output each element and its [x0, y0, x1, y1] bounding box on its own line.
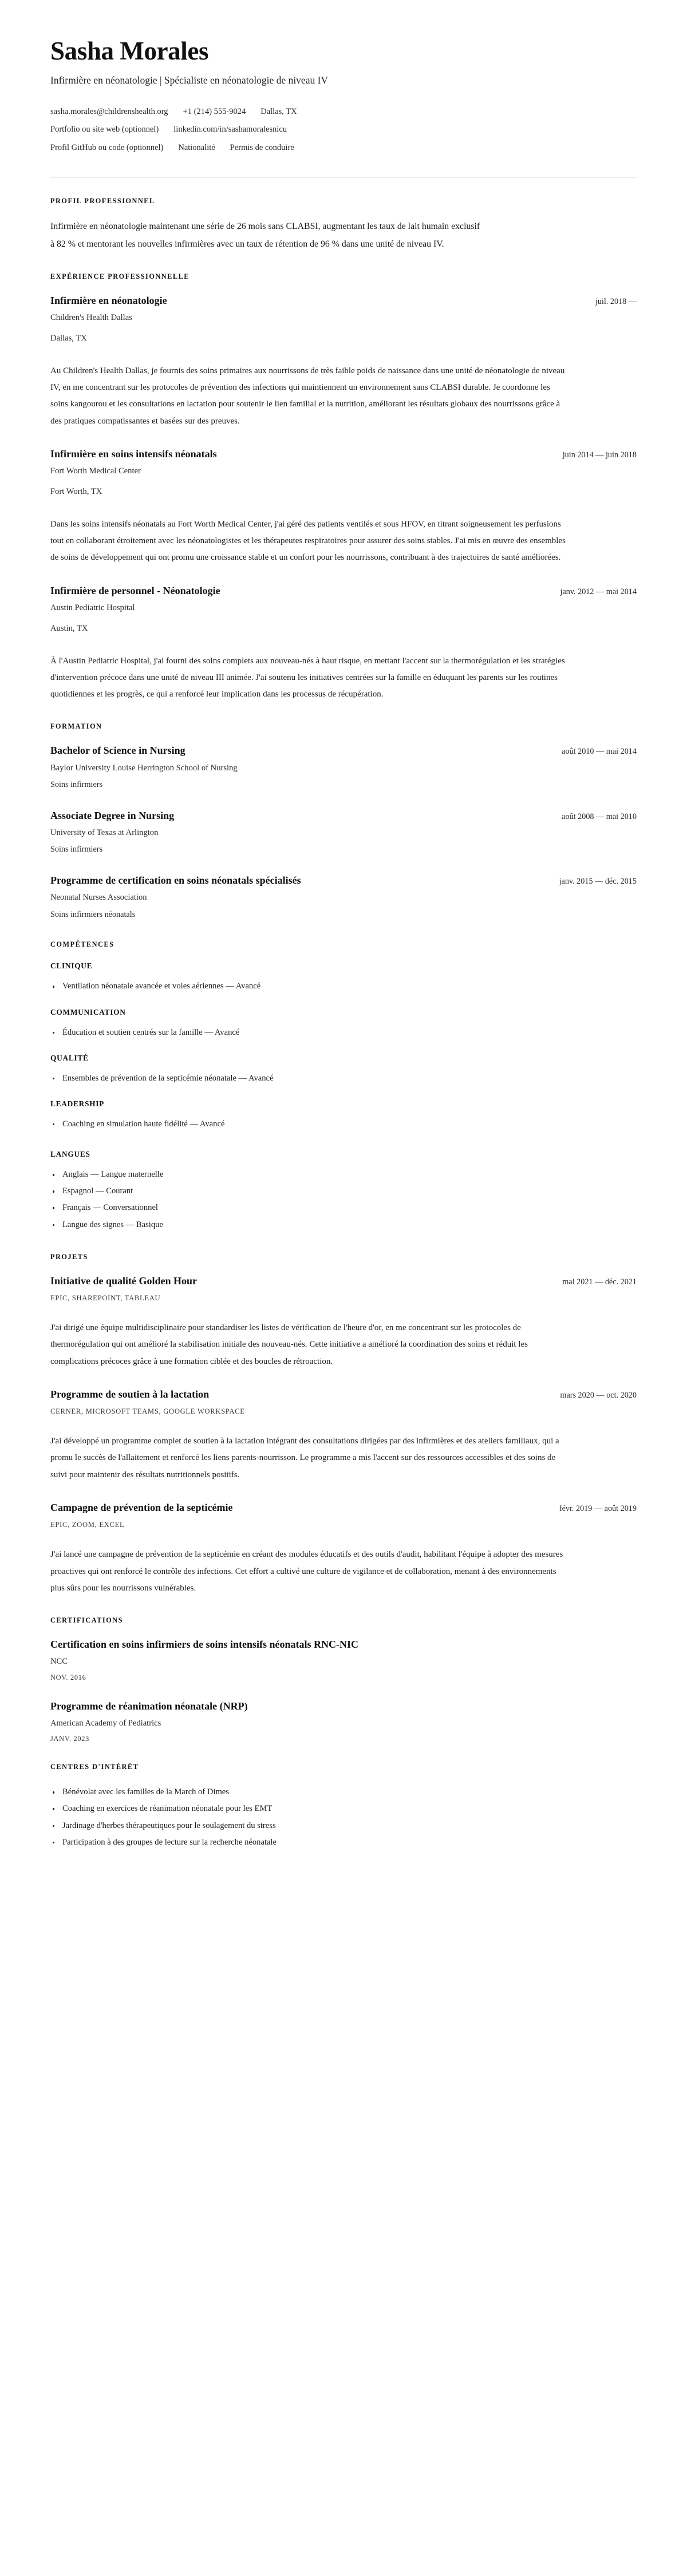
- languages-block: [50, 1150, 637, 1233]
- experience-description: Au Children's Health Dallas, je fournis des soins primaires aux nourrissons de très faible poids de naissance dans une unité de néonatologie de niveau IV, en me concentrant sur les protocoles de prévention des infections qui maintiennent un environnement sans CLABSI durable. Je coordonne les soins kangourou et les consultations en lactation pour soutenir le lien familial et la nutrition, améliorant les résultats globaux des nourrissons grâce à des pratiques compatissantes et basées sur des preuves.: [50, 366, 565, 426]
- education-entry-head: [50, 809, 637, 822]
- section-skills: [50, 940, 637, 1233]
- education-entry-head: [50, 743, 637, 757]
- education-degree: Bachelor of Science in Nursing: [50, 745, 185, 757]
- education-school: Neonatal Nurses Association: [50, 893, 147, 903]
- section-title-languages: LANGUES: [50, 1150, 90, 1159]
- certification-name: Certification en soins infirmiers de soins intensifs néonatals RNC-NIC: [50, 1639, 358, 1650]
- skill-group-leadership: [50, 1099, 637, 1133]
- section-profile: [50, 197, 637, 253]
- skill-list: [50, 978, 637, 995]
- skill-group-title: CLINIQUE: [50, 961, 93, 971]
- interest-item: Participation à des groupes de lecture sur la recherche néonatale: [50, 1834, 637, 1851]
- project-entry-head: [50, 1274, 637, 1288]
- experience-organisation: Austin Pediatric Hospital: [50, 603, 135, 612]
- experience-dates: juin 2014 — juin 2018: [562, 450, 637, 460]
- skill-group-title: LEADERSHIP: [50, 1099, 105, 1108]
- contact-row-1: [50, 103, 637, 121]
- skill-list: [50, 1070, 637, 1087]
- project-description: J'ai lancé une campagne de prévention de la septicémie en créant des modules éducatifs et des outils d'audit, habilitant l'équipe à adopter des mesures proactives qui ont renforcé le contrôle des infections. Cet effort a cultivé une culture de vigilance et de collaboration, menant à des environnements plus sûrs pour les nourrissons vulnérables.: [50, 1550, 563, 1593]
- contact-portfolio[interactable]: Portfolio ou site web (optionnel): [50, 125, 159, 134]
- contact-phone: +1 (214) 555-9024: [183, 106, 246, 116]
- experience-description: Dans les soins intensifs néonatals au Fort Worth Medical Center, j'ai géré des patients ventilés et sous HFOV, en titrant soigneusement les perfusions tout en collaborant étroitement avec les néonatologistes et les thérapeutes respiratoires pour assurer des soins stables. J'ai mis en œuvre des ensembles de soins de développement qui ont promu une croissance stable et un confort pour les nourrissons, contribuant à des trajectoires de santé améliorées.: [50, 519, 566, 563]
- candidate-headline: Infirmière en néonatologie | Spécialiste en néonatologie de niveau IV: [50, 74, 329, 86]
- experience-location: Austin, TX: [50, 624, 88, 634]
- project-dates: févr. 2019 — août 2019: [559, 1503, 637, 1513]
- contact-github[interactable]: Profil GitHub ou code (optionnel): [50, 143, 164, 153]
- certification-issuer: American Academy of Pediatrics: [50, 1718, 161, 1728]
- project-stack: CERNER, MICROSOFT TEAMS, GOOGLE WORKSPACE: [50, 1407, 245, 1416]
- section-experience: [50, 272, 637, 703]
- experience-role: Infirmière en soins intensifs néonatals: [50, 448, 217, 460]
- language-item: Anglais — Langue maternelle: [50, 1166, 637, 1183]
- interest-list: [50, 1784, 637, 1851]
- project-entry: [50, 1501, 637, 1597]
- certification-name: Programme de réanimation néonatale (NRP): [50, 1700, 248, 1712]
- skill-list: [50, 1116, 637, 1133]
- skill-group-title: QUALITÉ: [50, 1053, 89, 1062]
- contact-nationality: Nationalité: [178, 143, 215, 153]
- contact-row-2: [50, 121, 637, 139]
- project-entry: [50, 1387, 637, 1483]
- education-dates: août 2008 — mai 2010: [562, 812, 637, 821]
- skill-item: Éducation et soutien centrés sur la famille — Avancé: [50, 1024, 637, 1041]
- section-title-interests: CENTRES D'INTÉRÊT: [50, 1763, 139, 1771]
- contact-location: Dallas, TX: [260, 106, 297, 116]
- experience-location: Fort Worth, TX: [50, 487, 102, 497]
- education-dates: janv. 2015 — déc. 2015: [559, 877, 637, 886]
- experience-dates: juil. 2018 —: [595, 296, 637, 306]
- experience-description: À l'Austin Pediatric Hospital, j'ai fourni des soins complets aux nouveau-nés à haut risque, en mettant l'accent sur la thermorégulation et les stratégies d'intervention précoce dans une unité de niveau III animée. J'ai soutenu les initiatives centrées sur la famille en éduquant les parents sur les routines quotidiennes et les progrès, ce qui a renforcé leur implication dans les processus de récupération.: [50, 656, 565, 699]
- project-entry-head: [50, 1387, 637, 1401]
- language-item: Français — Conversationnel: [50, 1200, 637, 1216]
- project-description: J'ai dirigé une équipe multidisciplinaire pour standardiser les listes de vérification de l'heure d'or, en me concentrant sur les protocoles de thermorégulation qui ont amélioré la stabilisation initiale des nouveau-nés. Cette initiative a amélioré la coordination des soins et réduit les complications précoces grâce à une formation ciblée et des boucles de rétroaction.: [50, 1323, 528, 1366]
- contact-block: [50, 103, 637, 158]
- skill-group-communication: [50, 1008, 637, 1041]
- education-entry: [50, 873, 637, 921]
- experience-role: Infirmière en néonatologie: [50, 294, 167, 306]
- section-title-skills: COMPÉTENCES: [50, 940, 114, 949]
- resume-header: [50, 38, 637, 177]
- project-dates: mars 2020 — oct. 2020: [560, 1390, 637, 1400]
- experience-location: Dallas, TX: [50, 334, 87, 343]
- project-stack: EPIC, SHAREPOINT, TABLEAU: [50, 1294, 161, 1303]
- interest-item: Bénévolat avec les familles de la March of Dimes: [50, 1784, 637, 1801]
- section-title-experience: EXPÉRIENCE PROFESSIONNELLE: [50, 272, 189, 280]
- skill-group-title: COMMUNICATION: [50, 1007, 126, 1016]
- interest-item: Jardinage d'herbes thérapeutiques pour le soulagement du stress: [50, 1818, 637, 1834]
- experience-organisation: Fort Worth Medical Center: [50, 466, 141, 476]
- education-degree: Programme de certification en soins néonatals spécialisés: [50, 875, 301, 886]
- language-item: Espagnol — Courant: [50, 1183, 637, 1200]
- contact-row-3: [50, 139, 637, 157]
- project-entry-head: [50, 1501, 637, 1514]
- education-school: University of Texas at Arlington: [50, 828, 159, 837]
- experience-dates: janv. 2012 — mai 2014: [560, 587, 637, 596]
- education-entry: [50, 809, 637, 856]
- contact-linkedin[interactable]: linkedin.com/in/sashamoralesnicu: [173, 125, 287, 134]
- profile-summary-text: Infirmière en néonatologie maintenant une série de 26 mois sans CLABSI, augmentant les taux de lait humain exclusif à 82 % et mentorant les nouvelles infirmières avec un taux de rétention de 96 % dans une unité de niveau IV.: [50, 221, 480, 249]
- section-interests: [50, 1763, 637, 1851]
- education-entry-head: [50, 873, 637, 887]
- project-entry: [50, 1274, 637, 1370]
- language-list: [50, 1166, 637, 1233]
- certification-date: NOV. 2016: [50, 1673, 86, 1681]
- experience-entry: [50, 294, 637, 430]
- project-stack: EPIC, ZOOM, EXCEL: [50, 1521, 125, 1529]
- section-certifications: [50, 1616, 637, 1743]
- experience-organisation: Children's Health Dallas: [50, 313, 132, 323]
- project-dates: mai 2021 — déc. 2021: [562, 1277, 637, 1287]
- experience-entry-head: [50, 294, 637, 307]
- skill-list: [50, 1024, 637, 1041]
- skill-item: Ensembles de prévention de la septicémie néonatale — Avancé: [50, 1070, 637, 1087]
- candidate-name: Sasha Morales: [50, 37, 209, 65]
- education-degree: Associate Degree in Nursing: [50, 809, 175, 821]
- project-name: Programme de soutien à la lactation: [50, 1388, 210, 1400]
- contact-email[interactable]: sasha.morales@childrenshealth.org: [50, 106, 168, 116]
- experience-entry-head: [50, 584, 637, 597]
- language-item: Langue des signes — Basique: [50, 1217, 637, 1233]
- experience-entry-head: [50, 447, 637, 461]
- education-field: Soins infirmiers néonatals: [50, 909, 136, 919]
- section-title-projects: PROJETS: [50, 1252, 88, 1261]
- experience-role: Infirmière de personnel - Néonatologie: [50, 584, 220, 596]
- contact-driving-licence: Permis de conduire: [230, 143, 294, 153]
- skill-item: Coaching en simulation haute fidélité — Avancé: [50, 1116, 637, 1133]
- certification-date: JANV. 2023: [50, 1735, 90, 1743]
- project-description: J'ai développé un programme complet de soutien à la lactation intégrant des consultations dirigées par des infirmières et des ateliers familiaux, qui a promu le succès de l'allaitement et renforcé les liens parents-nourrisson. Le programme a mis l'accent sur des ressources accessibles et des soins de suivi pour maintenir des résultats nutritionnels positifs.: [50, 1437, 559, 1479]
- section-title-certifications: CERTIFICATIONS: [50, 1616, 123, 1624]
- certification-issuer: NCC: [50, 1657, 68, 1667]
- section-projects: [50, 1253, 637, 1597]
- education-field: Soins infirmiers: [50, 779, 103, 789]
- certification-entry: [50, 1699, 637, 1744]
- skill-item: Ventilation néonatale avancée et voies aériennes — Avancé: [50, 978, 637, 995]
- section-title-education: FORMATION: [50, 722, 102, 731]
- experience-entry: [50, 447, 637, 567]
- education-field: Soins infirmiers: [50, 845, 103, 854]
- skill-group-clinique: [50, 961, 637, 995]
- section-education: [50, 722, 637, 921]
- experience-entry: [50, 584, 637, 703]
- skill-group-qualite: [50, 1054, 637, 1087]
- education-entry: [50, 743, 637, 791]
- education-dates: août 2010 — mai 2014: [562, 747, 637, 757]
- certification-entry: [50, 1637, 637, 1682]
- interest-item: Coaching en exercices de réanimation néonatale pour les EMT: [50, 1801, 637, 1817]
- section-title-profile: PROFIL PROFESSIONNEL: [50, 197, 155, 205]
- education-school: Baylor University Louise Herrington School of Nursing: [50, 763, 238, 773]
- project-name: Campagne de prévention de la septicémie: [50, 1501, 233, 1513]
- project-name: Initiative de qualité Golden Hour: [50, 1275, 198, 1287]
